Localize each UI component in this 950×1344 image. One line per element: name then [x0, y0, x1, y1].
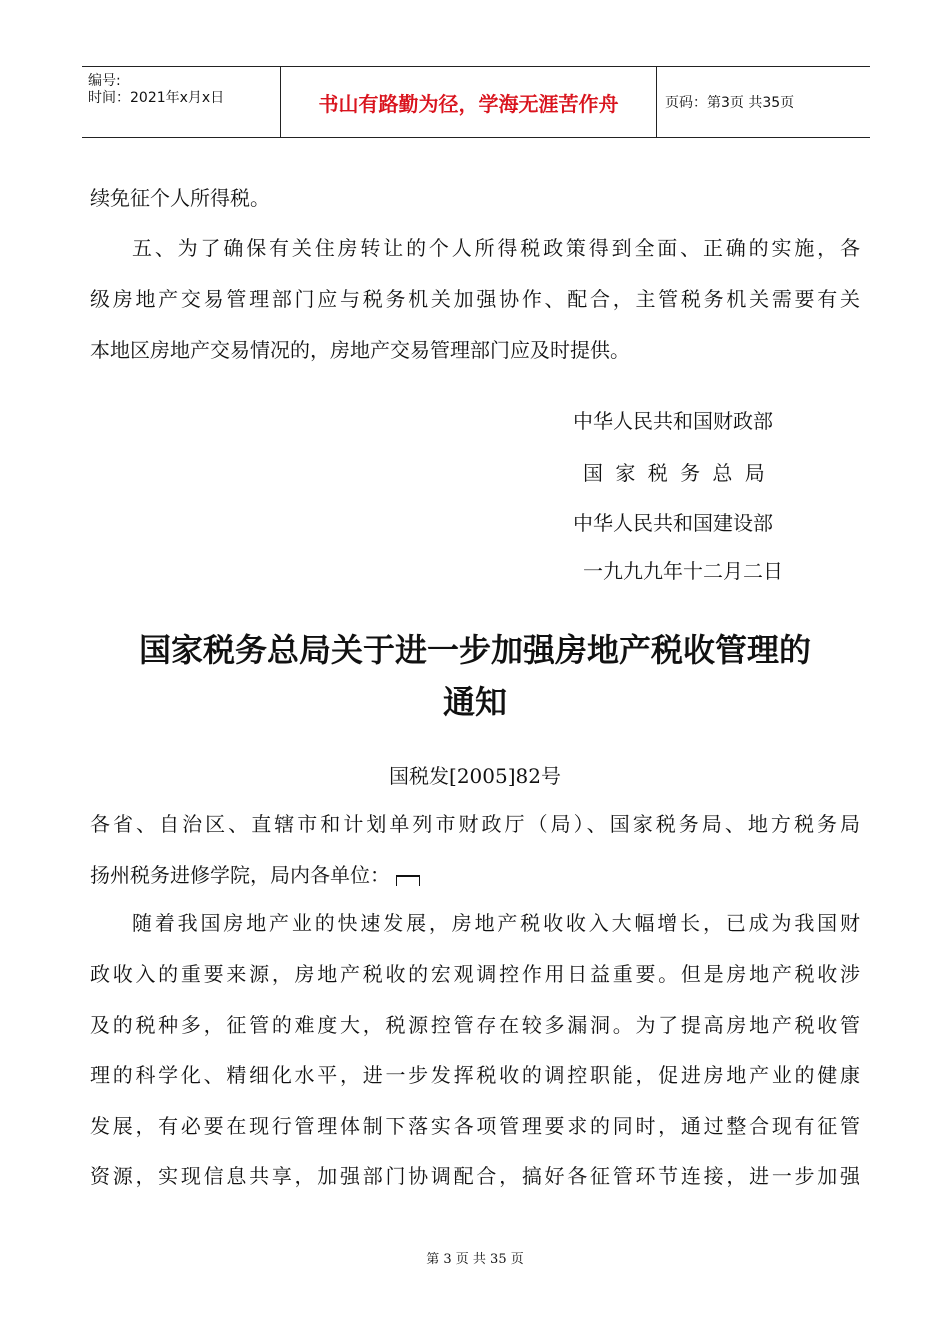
document-number: 国税发[2005]82号	[389, 764, 561, 788]
signature-tax-bureau: 国 家 税 务 总 局	[583, 461, 765, 485]
continuation-line: 续免征个人所得税。	[90, 186, 270, 210]
body-line: 政收入的重要来源，房地产税收的宏观调控作用日益重要。但是房地产税收涉	[90, 962, 860, 986]
header-meta	[82, 67, 281, 137]
body-line: 随着我国房地产业的快速发展，房地产税收收入大幅增长，已成为我国财	[132, 911, 860, 935]
body-line: 及的税种多，征管的难度大，税源控管存在较多漏洞。为了提高房地产税收管	[90, 1013, 860, 1037]
para5-line1: 五、为了确保有关住房转让的个人所得税政策得到全面、正确的实施，各	[132, 236, 860, 260]
title-line-1: 国家税务总局关于进一步加强房地产税收管理的	[138, 631, 811, 669]
signature-date: 一九九九年十二月二日	[583, 559, 783, 583]
recipients-line2-wrap	[90, 859, 420, 888]
header-motto: 书山有路勤为径，学海无涯苦作舟	[281, 67, 657, 137]
body-line: 发展，有必要在现行管理体制下落实各项管理要求的同时，通过整合现有征管	[90, 1114, 860, 1138]
signature-ministry-finance: 中华人民共和国财政部	[573, 409, 773, 433]
page-footer: 第 3 页 共 35 页	[426, 1252, 524, 1267]
page-header	[82, 66, 870, 138]
body-line: 理的科学化、精细化水平，进一步发挥税收的调控职能，促进房地产业的健康	[90, 1063, 860, 1087]
time-label: 时间：2021年x月x日	[88, 90, 225, 106]
notice-title	[90, 624, 860, 728]
stray-mark	[396, 875, 420, 886]
header-page-info: 页码：第3页 共35页	[665, 95, 795, 111]
para5-line3: 本地区房地产交易情况的，房地产交易管理部门应及时提供。	[90, 338, 630, 362]
para5-line2: 级房地产交易管理部门应与税务机关加强协作、配合，主管税务机关需要有关	[90, 287, 860, 311]
signature-ministry-construction: 中华人民共和国建设部	[573, 511, 773, 535]
number-label: 编号:	[88, 73, 121, 89]
recipients-line2: 扬州税务进修学院，局内各单位：	[90, 863, 390, 887]
body-line: 资源，实现信息共享，加强部门协调配合，搞好各征管环节连接，进一步加强	[90, 1164, 860, 1188]
title-line-2: 通知	[442, 683, 507, 721]
recipients-line1: 各省、自治区、直辖市和计划单列市财政厅（局）、国家税务局、地方税务局	[90, 812, 860, 836]
